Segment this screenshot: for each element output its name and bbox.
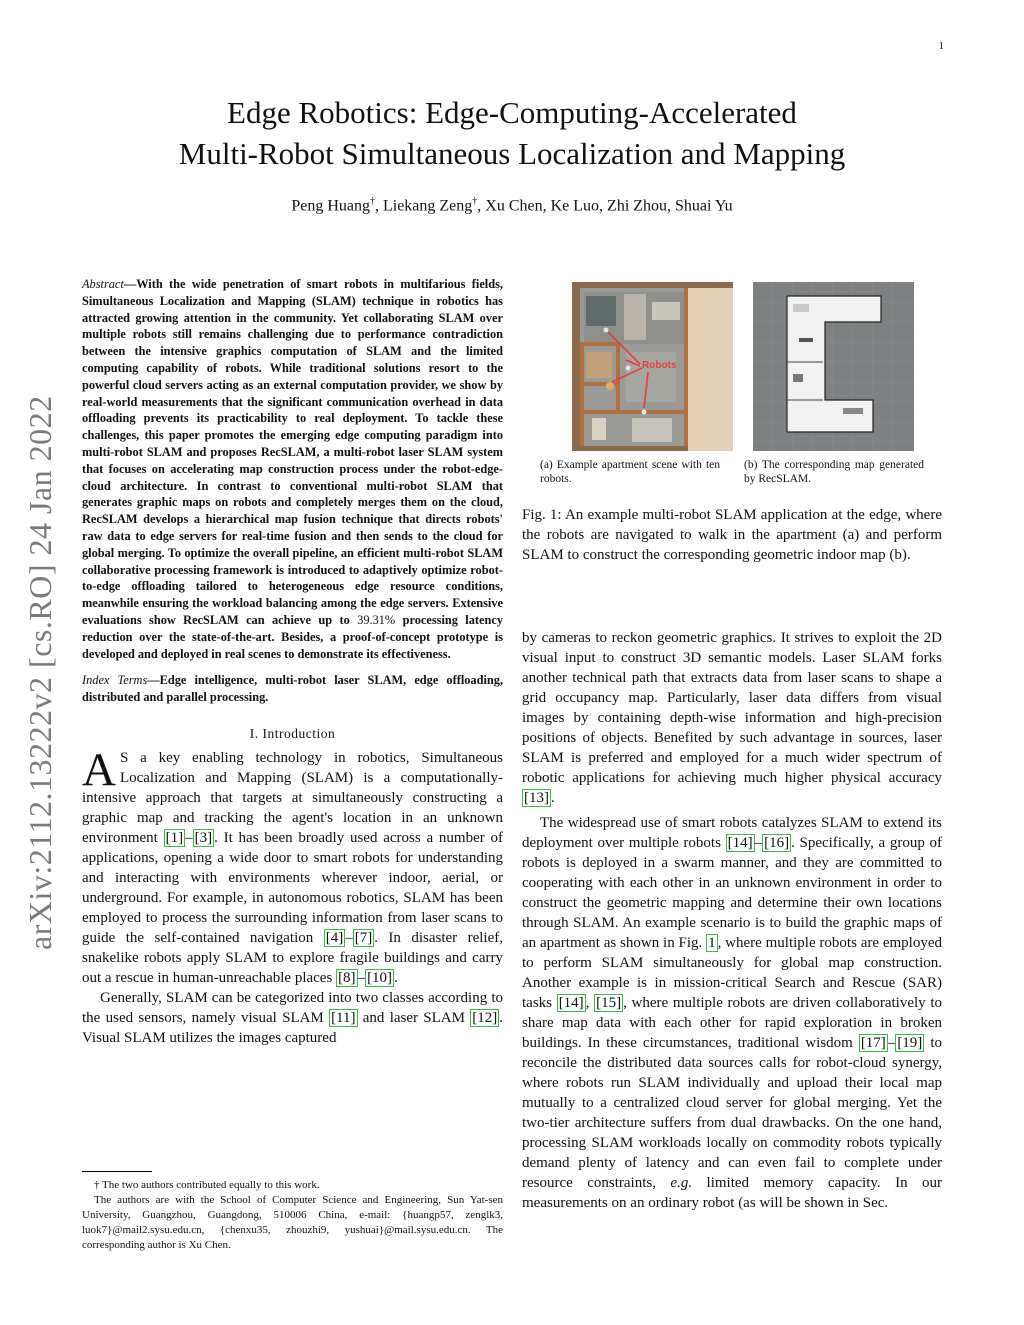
intro-text: Generally, SLAM can be categorized into two classes according to the used sensors, namely visual SLAM — [82, 989, 503, 1026]
citation-link[interactable]: [3] — [194, 829, 213, 846]
right-paragraph-2 — [522, 813, 942, 1213]
title-line-2: Multi-Robot Simultaneous Localization and Mapping — [178, 136, 846, 171]
page-number: 1 — [938, 40, 944, 52]
introduction-body — [82, 743, 504, 1048]
intro-text: . — [394, 969, 398, 986]
intro-text: S a key enabling technology in robotics, Simultaneous Localization and Mapping (SLAM) is a computationally-intensive approach that targets at simultaneously constructing a graphic map and tracking the agent's location in an unknown environment — [82, 749, 503, 846]
abstract — [82, 276, 503, 662]
intro-paragraph-1 — [82, 743, 503, 988]
other-authors: , Xu Chen, Ke Luo, Zhi Zhou, Shuai Yu — [477, 197, 733, 215]
footnote-affiliation: The authors are with the School of Computer Science and Engineering, Sun Yat-sen University, Guangzhou, Guangdong, 510006 China, e-mail: {huangp57, zenglk3, luok7}@mail2.sysu.edu.cn, {chenxu35, zhouzhi9, yushuai}@mail.sysu.edu.cn. The corresponding author is Xu Chen. — [82, 1194, 503, 1251]
intro-text: . In disaster relief, snakelike robots apply SLAM to explore fragile buildings and carry out a rescue in human-unreachable places — [82, 929, 503, 986]
index-terms — [82, 672, 503, 706]
robots-label: Robots — [642, 360, 677, 371]
separator: , — [585, 995, 595, 1011]
footnote-rule — [82, 1171, 152, 1172]
author-1: Peng Huang — [291, 197, 370, 215]
abstract-text: —With the wide penetration of smart robots in multifarious fields, Simultaneous Localization and Mapping (SLAM) technique in robotics has attracted growing attention in the community. Yet collaborating SLAM over multiple robots still remains challenging due to performance contradiction between the intensive graphics computation of SLAM and the limited computing capability of robots. While traditional solutions resort to the powerful cloud servers acting as an external computation provider, we show by real-world measurements that the significant communication overhead in data offloading prevents its practicability to real deployment. To tackle these challenges, this paper promotes the emerging edge computing paradigm into multi-robot SLAM and proposes RecSLAM, a multi-robot laser SLAM system that focuses on accelerating map construction process under the robot-edge-cloud architecture. In contrast to conventional multi-robot SLAM that generates graphic maps on robots and completely merges them on the cloud, RecSLAM develops a hierarchical map fusion technique that directs robots' raw data to edge servers for real-time fusion and then sends to the cloud for global merging. To optimize the overall pipeline, an efficient multi-robot SLAM collaborative processing framework is introduced to adaptively optimize robot-to-edge offloading tailored to heterogeneous edge resource conditions, meanwhile ensuring the workload balancing among the edge servers. Extensive evaluations show RecSLAM can achieve up to — [82, 277, 503, 627]
author-list: Peng Huang†, Liekang Zeng†, Xu Chen, Ke Luo, Zhi Zhou, Shuai Yu — [291, 196, 733, 215]
body-text: by cameras to reckon geometric graphics. It strives to exploit the 2D visual input to construct 3D semantic models. Laser SLAM forks another technical path that extracts data from laser scans to shape a grid occupancy map. Particularly, laser data differs from visual images by containing depth-wise information and high-precision positions of objects. Benefited by such advantage in sources, laser SLAM is preferred and employed for a much wider spectrum of robotic applications for achieving much higher physical accuracy — [522, 630, 942, 786]
section-heading-introduction: I. Introduction — [249, 725, 336, 741]
body-text: limited memory capacity. In our measurements on an ordinary robot (as will be shown in Sec. — [522, 1175, 942, 1211]
range-dash: – — [345, 929, 353, 946]
emphasis-text: e.g. — [670, 1175, 693, 1191]
body-text: . Specifically, a group of robots is deployed in a swarm manner, and they are committed to cooperating with each other in an unknown environment in order to construct the geometric mapping and determine their own locations through SLAM. An example scenario is to build the graphic maps of an apartment as shown in Fig. — [522, 835, 942, 951]
drop-cap: A — [82, 743, 116, 796]
figure-1 — [522, 276, 942, 592]
body-text: to reconcile the distributed data sources calls for robot-cloud synergy, where robots run SLAM individually and upload their local map mutually to a centralized cloud server for global merging. Yet the two-tier architecture suffers from dual drawbacks. On the one hand, processing SLAM workloads locally on commodity robots typically demand plenty of latency and can even fail to complete under resource constraints, — [522, 1035, 942, 1191]
apartment-scene-image — [572, 282, 733, 451]
title-line-1: Edge Robotics: Edge-Computing-Accelerated — [227, 95, 797, 130]
intro-text: . Visual SLAM utilizes the images captured — [82, 1009, 504, 1046]
citation-link[interactable]: [8] — [338, 969, 356, 986]
equal-contribution-mark: † — [472, 196, 478, 207]
index-terms-label: Index Terms — [82, 673, 148, 688]
citation-link[interactable]: [17] — [860, 1035, 886, 1051]
citation-link[interactable]: [1] — [165, 829, 184, 846]
slam-map-image — [753, 282, 914, 451]
author-2: Liekang Zeng — [382, 197, 473, 215]
subcaption-b: (b) The corresponding map generated by RecSLAM. — [744, 459, 924, 485]
citation-link[interactable]: [4] — [325, 929, 344, 946]
abstract-text-2: processing latency reduction over the state-of-the-art. Besides, a proof-of-concept prototype is developed and deployed in real scenes to demonstrate its effectiveness. — [82, 612, 503, 661]
apartment-scene-drawing — [572, 282, 733, 451]
equal-contribution-mark: † — [369, 196, 375, 207]
right-column — [522, 276, 942, 1213]
range-dash: – — [357, 969, 366, 986]
right-column-body — [522, 628, 942, 1213]
citation-link[interactable]: [13] — [524, 790, 549, 806]
citation-link[interactable]: [11] — [331, 1009, 356, 1026]
slam-map-drawing — [753, 282, 914, 451]
paper-title — [80, 92, 944, 174]
body-text: , where multiple robots are employed to perform SLAM simultaneously for global map construction. Another example is in mission-critical Search and Rescue (SAR) tasks — [522, 935, 942, 1011]
citation-link[interactable]: [12] — [472, 1009, 498, 1026]
footnote-equal-contribution: † The two authors contributed equally to this work. — [94, 1179, 320, 1191]
citation-link[interactable]: [15] — [596, 995, 622, 1011]
citation-link[interactable]: [19] — [897, 1035, 923, 1051]
citation-link[interactable]: [14] — [727, 835, 753, 851]
footnotes — [82, 1177, 503, 1253]
citation-link[interactable]: [7] — [354, 929, 373, 946]
right-paragraph-1 — [522, 628, 942, 808]
range-dash: – — [754, 835, 763, 851]
arxiv-stamp — [10, 360, 70, 960]
body-text: . — [551, 790, 555, 806]
subcaption-a: (a) Example apartment scene with ten robots. — [540, 459, 720, 485]
arxiv-id[interactable]: arXiv:2112.13222v2 [cs.RO] 24 Jan 2022 — [22, 395, 58, 950]
citation-link[interactable]: [14] — [558, 995, 584, 1011]
range-dash: – — [887, 1035, 896, 1051]
figure-link[interactable]: 1 — [708, 935, 716, 951]
intro-paragraph-2 — [82, 988, 503, 1048]
citation-link[interactable]: [10] — [367, 969, 393, 986]
abstract-label: Abstract — [82, 277, 124, 291]
figure-caption: Fig. 1: An example multi-robot SLAM application at the edge, where the robots are navigated to walk in the apartment (a) and perform SLAM to construct the corresponding geometric indoor map (b). — [522, 507, 942, 563]
abstract-value: 39.31% — [357, 612, 396, 627]
intro-text: . It has been broadly used across a number of applications, opening a wide door to smart robots for understanding and interacting with environments wherever indoor, aerial, or underground. For example, in autonomous robotics, SLAM has been employed to process the surrounding information from laser scans to guide the self-contained navigation — [82, 829, 503, 946]
left-column — [82, 276, 503, 1048]
citation-link[interactable]: [16] — [764, 835, 790, 851]
index-terms-text: —Edge intelligence, multi-robot laser SLAM, edge offloading, distributed and parallel processing. — [82, 673, 504, 705]
body-text: , where multiple robots are driven collaboratively to share map data with each other for rapid exploration in broken buildings. In these circumstances, traditional wisdom — [522, 995, 943, 1051]
intro-text: and laser SLAM — [357, 1009, 471, 1026]
range-dash: – — [185, 829, 193, 846]
body-text: The widespread use of smart robots catalyzes SLAM to extend its deployment over multiple robots — [522, 815, 942, 851]
